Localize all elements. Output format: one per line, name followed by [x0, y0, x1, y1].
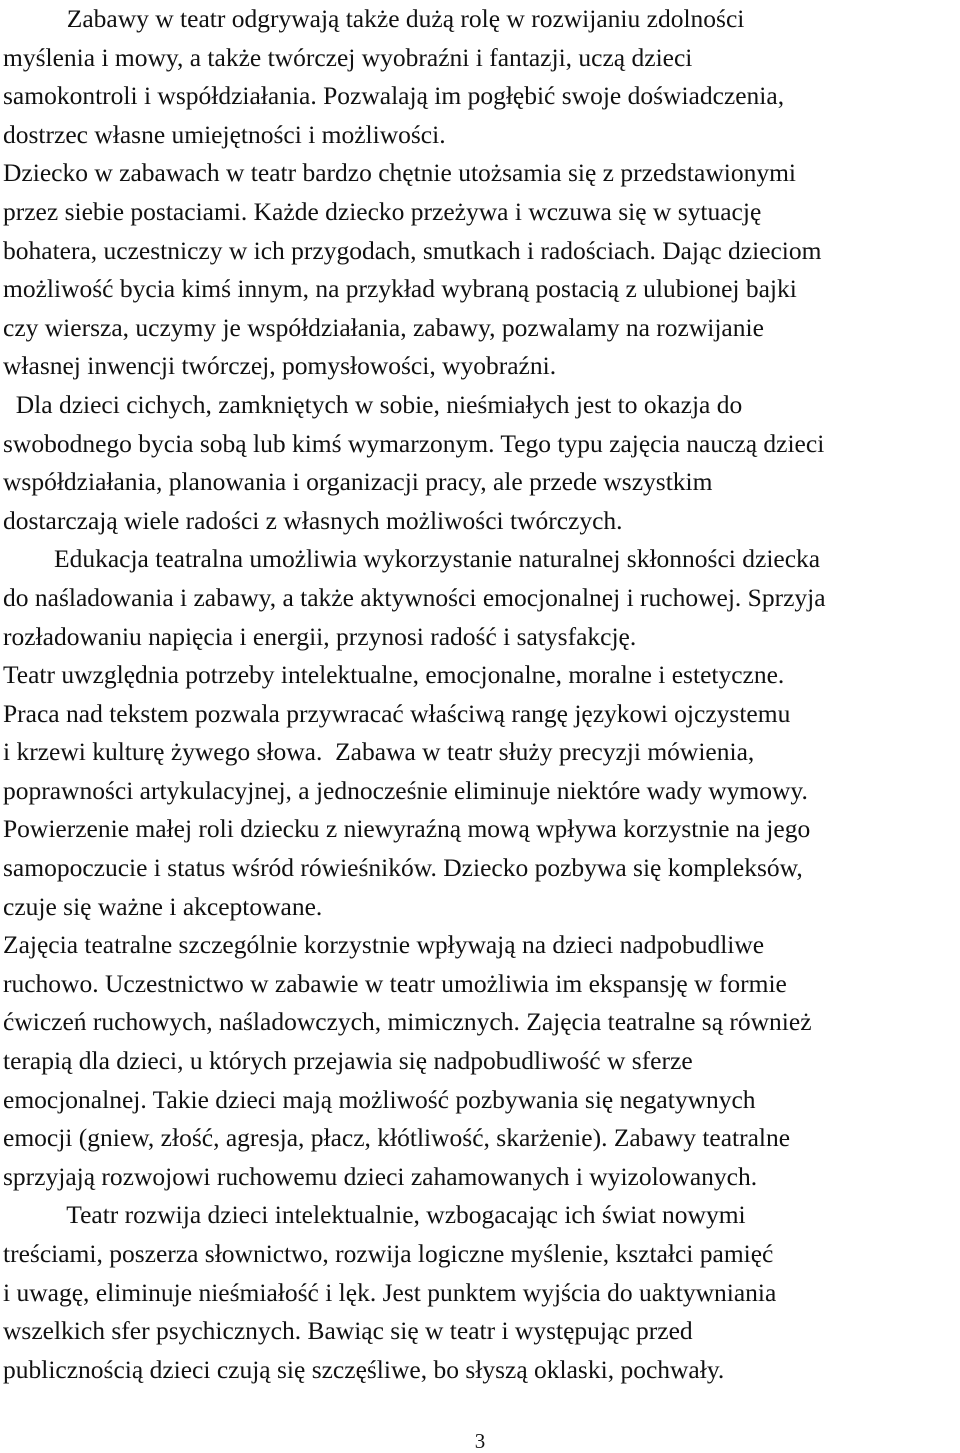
text-line: czuje się ważne i akceptowane. — [3, 891, 323, 921]
text-line: terapią dla dzieci, u których przejawia się nadpobudliwość w sferze — [3, 1046, 693, 1076]
text-line: Teatr rozwija dzieci intelektualnie, wzbogacając ich świat nowymi — [3, 1200, 746, 1230]
text-line: Zabawy w teatr odgrywają także dużą rolę w rozwijaniu zdolności — [3, 4, 745, 33]
text-line: bohatera, uczestniczy w ich przygodach, smutkach i radościach. Dając dzieciom — [3, 235, 822, 265]
body-text — [3, 0, 955, 1389]
text-line: Powierzenie małej roli dziecku z niewyraźną mową wpływa korzystnie na jego — [3, 814, 811, 844]
text-line: samokontroli i współdziałania. Pozwalają im pogłębić swoje doświadczenia, — [3, 81, 785, 111]
text-line: do naśladowania i zabawy, a także aktywności emocjonalnej i ruchowej. Sprzyja — [3, 582, 826, 612]
text-line: treściami, poszerza słownictwo, rozwija logiczne myślenie, kształci pamięć — [3, 1239, 774, 1268]
text-line: swobodnego bycia sobą lub kimś wymarzonym. Tego typu zajęcia nauczą dzieci — [3, 428, 825, 458]
text-line: emocjonalnej. Takie dzieci mają możliwość pozbywania się negatywnych — [3, 1084, 756, 1114]
text-line: wszelkich sfer psychicznych. Bawiąc się w teatr i występując przed — [3, 1316, 693, 1346]
text-line: Edukacja teatralna umożliwia wykorzystanie naturalnej skłonności dziecka — [3, 544, 821, 574]
text-line: myślenia i mowy, a także twórczej wyobraźni i fantazji, uczą dzieci — [3, 42, 693, 72]
text-line: dostrzec własne umiejętności i możliwości. — [3, 119, 446, 149]
text-line: emocji (gniew, złość, agresja, płacz, kłótliwość, skarżenie). Zabawy teatralne — [3, 1123, 791, 1153]
text-line: Praca nad tekstem pozwala przywracać właściwą rangę językowi ojczystemu — [3, 698, 791, 728]
text-line: i uwagę, eliminuje nieśmiałość i lęk. Jest punktem wyjścia do uaktywniania — [3, 1277, 777, 1307]
text-line: ruchowo. Uczestnictwo w zabawie w teatr umożliwia im ekspansję w formie — [3, 968, 787, 998]
page-number: 3 — [474, 1429, 486, 1453]
text-line: samopoczucie i status wśród rówieśników. Dziecko pozbywa się kompleksów, — [3, 853, 803, 883]
text-line: Zajęcia teatralne szczególnie korzystnie wpływają na dzieci nadpobudliwe — [3, 930, 765, 960]
text-line: poprawności artykulacyjnej, a jednocześnie eliminuje niektóre wady wymowy. — [3, 775, 808, 805]
text-line: rozładowaniu napięcia i energii, przynosi radość i satysfakcję. — [3, 621, 637, 651]
text-line: czy wiersza, uczymy je współdziałania, zabawy, pozwalamy na rozwijanie — [3, 312, 764, 342]
text-line: przez siebie postaciami. Każde dziecko przeżywa i wczuwa się w sytuację — [3, 196, 762, 226]
text-line: Teatr uwzględnia potrzeby intelektualne, emocjonalne, moralne i estetyczne. — [3, 660, 785, 690]
text-line: Dla dzieci cichych, zamkniętych w sobie, nieśmiałych jest to okazja do — [3, 389, 743, 419]
text-line: sprzyjają rozwojowi ruchowemu dzieci zahamowanych i wyizolowanych. — [3, 1161, 758, 1191]
text-line: współdziałania, planowania i organizacji pracy, ale przede wszystkim — [3, 467, 713, 497]
text-line: dostarczają wiele radości z własnych możliwości twórczych. — [3, 505, 623, 535]
text-line: ćwiczeń ruchowych, naśladowczych, mimicznych. Zajęcia teatralne są również — [3, 1007, 812, 1037]
text-line: własnej inwencji twórczej, pomysłowości, wyobraźni. — [3, 351, 557, 381]
text-line: i krzewi kulturę żywego słowa. Zabawa w teatr służy precyzji mówienia, — [3, 737, 755, 767]
text-line: publicznością dzieci czują się szczęśliwe, bo słyszą oklaski, pochwały. — [3, 1354, 725, 1384]
text-line: Dziecko w zabawach w teatr bardzo chętnie utożsamia się z przedstawionymi — [3, 158, 796, 188]
text-line: możliwość bycia kimś innym, na przykład wybraną postacią z ulubionej bajki — [3, 274, 797, 304]
